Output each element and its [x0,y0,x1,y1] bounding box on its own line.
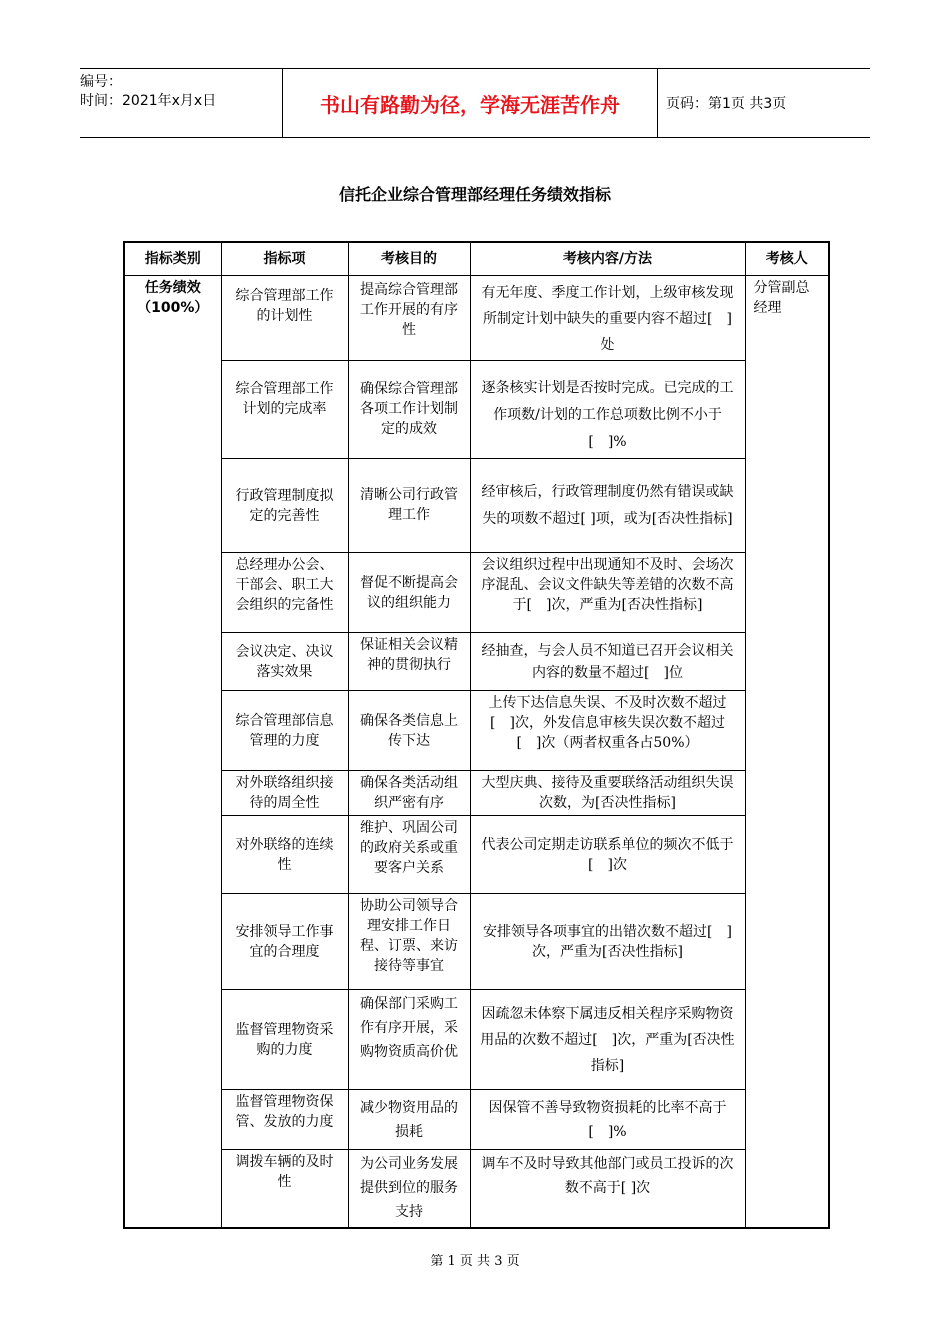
item-cell: 综合管理部工作计划的完成率 [221,361,348,459]
content-cell: 经审核后，行政管理制度仍然有错误或缺失的项数不超过[ ]项，或为[否决性指标] [470,459,745,553]
header-page-label: 页码：第1页 共3页 [666,96,787,112]
purpose-cell: 督促不断提高会议的组织能力 [348,553,470,633]
table-row [124,459,829,553]
content-cell: 会议组织过程中出现通知不及时、会场次序混乱、会议文件缺失等差错的次数不高于[ ]次，严重为[否决性指标] [470,553,745,633]
item-cell: 对外联络组织接待的周全性 [221,771,348,816]
time-label: 时间：2021年x月x日 [80,93,217,109]
purpose-cell: 为公司业务发展提供到位的服务支持 [348,1150,470,1228]
table-row [124,691,829,771]
header-assessor: 考核人 [745,242,829,276]
content-cell: 有无年度、季度工作计划，上级审核发现所制定计划中缺失的重要内容不超过[ ]处 [470,276,745,361]
content-cell: 因保管不善导致物资损耗的比率不高于[ ]% [470,1090,745,1150]
item-cell: 监督管理物资采购的力度 [221,990,348,1090]
header-item: 指标项 [221,242,348,276]
category-label: 任务绩效 [144,280,201,296]
content-cell: 经抽查，与会人员不知道已召开会议相关内容的数量不超过[ ]位 [470,633,745,691]
item-cell: 调拨车辆的及时性 [221,1150,348,1228]
table-row [124,1090,829,1150]
item-cell: 会议决定、决议落实效果 [221,633,348,691]
purpose-cell: 确保各类活动组织严密有序 [348,771,470,816]
purpose-cell: 确保各类信息上传下达 [348,691,470,771]
content-cell: 上传下达信息失误、不及时次数不超过[ ]次，外发信息审核失误次数不超过[ ]次（两者权重各占50%） [470,691,745,771]
item-cell: 综合管理部工作的计划性 [221,276,348,361]
content-cell: 调车不及时导致其他部门或员工投诉的次数不高于[ ]次 [470,1150,745,1228]
item-cell: 综合管理部信息管理的力度 [221,691,348,771]
table-header-row [124,242,829,276]
header-content: 考核内容/方法 [470,242,745,276]
table-row [124,990,829,1090]
content-cell: 因疏忽未体察下属违反相关程序采购物资用品的次数不超过[ ]次，严重为[否决性指标] [470,990,745,1090]
purpose-cell: 协助公司领导合理安排工作日程、订票、来访接待等事宜 [348,894,470,990]
table-row [124,816,829,894]
purpose-cell: 提高综合管理部工作开展的有序性 [348,276,470,361]
table-row [124,894,829,990]
table-row [124,553,829,633]
header-motto: 书山有路勤为径，学海无涯苦作舟 [282,69,658,137]
item-cell: 行政管理制度拟定的完善性 [221,459,348,553]
purpose-cell: 维护、巩固公司的政府关系或重要客户关系 [348,816,470,894]
purpose-cell: 清晰公司行政管理工作 [348,459,470,553]
purpose-cell: 确保综合管理部各项工作计划制定的成效 [348,361,470,459]
table-row [124,633,829,691]
page-header [80,68,870,138]
content-cell: 大型庆典、接待及重要联络活动组织失误次数，为[否决性指标] [470,771,745,816]
document-title: 信托企业综合管理部经理任务绩效指标 [338,185,611,204]
item-cell: 监督管理物资保管、发放的力度 [221,1090,348,1150]
item-cell: 总经理办公会、干部会、职工大会组织的完备性 [221,553,348,633]
purpose-cell: 确保部门采购工作有序开展，采购物资质高价优 [348,990,470,1090]
header-meta [80,69,282,137]
content-cell: 逐条核实计划是否按时完成。已完成的工作项数/计划的工作总项数比例不小于[ ]% [470,361,745,459]
table-row [124,276,829,361]
item-cell: 安排领导工作事宜的合理度 [221,894,348,990]
header-category: 指标类别 [124,242,221,276]
item-cell: 对外联络的连续性 [221,816,348,894]
page-footer: 第 1 页 共 3 页 [430,1254,520,1269]
table-row [124,771,829,816]
content-cell: 安排领导各项事宜的出错次数不超过[ ]次，严重为[否决性指标] [470,894,745,990]
table-row [124,1150,829,1228]
number-label: 编号： [80,74,122,90]
table-row [124,361,829,459]
purpose-cell: 减少物资用品的损耗 [348,1090,470,1150]
purpose-cell: 保证相关会议精神的贯彻执行 [348,633,470,691]
content-cell: 代表公司定期走访联系单位的频次不低于[ ]次 [470,816,745,894]
assessor-cell: 分管副总经理 [745,276,829,1228]
category-weight: （100%） [137,300,209,316]
kpi-table [123,241,830,1229]
category-cell [124,276,221,1228]
header-purpose: 考核目的 [348,242,470,276]
